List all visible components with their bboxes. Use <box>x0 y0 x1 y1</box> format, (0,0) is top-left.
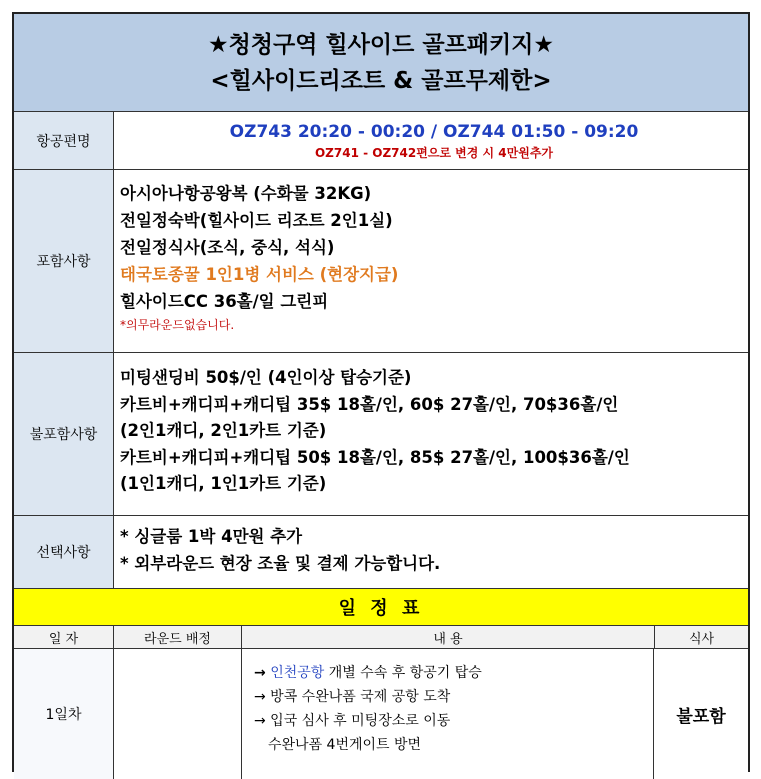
included-item: 힐사이드CC 36홀/일 그린피 <box>120 292 329 311</box>
excluded-label: 불포함사항 <box>14 353 114 515</box>
included-content <box>114 170 748 352</box>
excluded-item: (1인1캐디, 1인1카트 기준) <box>120 474 327 493</box>
day-itinerary <box>242 649 654 779</box>
schedule-title: 일 정 표 <box>14 589 748 626</box>
excluded-item: 카트비+캐디피+캐디팁 50$ 18홀/인, 85$ 27홀/인, 100$36홀/인 <box>120 447 630 467</box>
package-title <box>14 14 748 112</box>
package-sheet <box>12 12 750 772</box>
flight-content <box>114 112 748 169</box>
optional-row <box>14 516 748 589</box>
optional-item: * 외부라운드 현장 조율 및 결제 가능합니다. <box>120 554 441 573</box>
excluded-item: (2인1캐디, 2인1카트 기준) <box>120 421 327 440</box>
flight-row <box>14 112 748 170</box>
included-item: 전일정식사(조식, 중식, 석식) <box>120 238 335 257</box>
included-item-honey: 태국토종꿀 1인1병 서비스 (현장지급) <box>120 265 399 284</box>
day-meal: 불포함 <box>676 706 726 727</box>
flight-times: OZ743 20:20 - 00:20 / OZ744 01:50 - 09:20 <box>229 121 639 142</box>
schedule-day-row <box>14 649 748 779</box>
included-item: 전일정숙박(힐사이드 리조트 2인1실) <box>120 211 393 230</box>
itinerary-line: → 입국 심사 후 미팅장소로 이동 <box>254 713 451 729</box>
excluded-content <box>114 353 748 515</box>
flight-label: 항공편명 <box>14 112 114 169</box>
included-note: *의무라운드없습니다. <box>120 318 235 332</box>
excluded-item: 미팅샌딩비 50$/인 (4인이상 탑승기준) <box>120 368 412 387</box>
flight-change-note: OZ741 - OZ742편으로 변경 시 4만원추가 <box>314 145 554 160</box>
itinerary-text: 개별 수속 후 항공기 탑승 <box>324 665 482 681</box>
included-label: 포함사항 <box>14 170 114 352</box>
itinerary-line: 수완나폼 4번게이트 방면 <box>268 737 422 753</box>
itinerary-place: 인천공항 <box>270 665 325 681</box>
excluded-row <box>14 353 748 516</box>
included-item: 아시아나항공왕복 (수화물 32KG) <box>120 184 372 203</box>
day-round <box>114 649 242 779</box>
header-content: 내 용 <box>242 626 655 648</box>
schedule-header <box>14 626 748 649</box>
title-line-2: <힐사이드리조트 & 골프무제한> <box>210 67 552 94</box>
itinerary-line <box>254 661 653 685</box>
optional-content <box>114 516 748 588</box>
day-label: 1일차 <box>14 649 114 779</box>
header-day: 일 자 <box>14 626 114 648</box>
itinerary-line: → 방콕 수완나폼 국제 공항 도착 <box>254 689 451 705</box>
arrow-icon: → <box>254 665 266 681</box>
optional-item: * 싱글룸 1박 4만원 추가 <box>120 527 303 546</box>
excluded-item: 카트비+캐디피+캐디팁 35$ 18홀/인, 60$ 27홀/인, 70$36홀/인 <box>120 394 619 414</box>
header-round: 라운드 배정 <box>114 626 242 648</box>
included-row <box>14 170 748 353</box>
optional-label: 선택사항 <box>14 516 114 588</box>
title-line-1: ★청청구역 힐사이드 골프패키지★ <box>207 31 555 58</box>
header-meal: 식사 <box>688 631 715 647</box>
